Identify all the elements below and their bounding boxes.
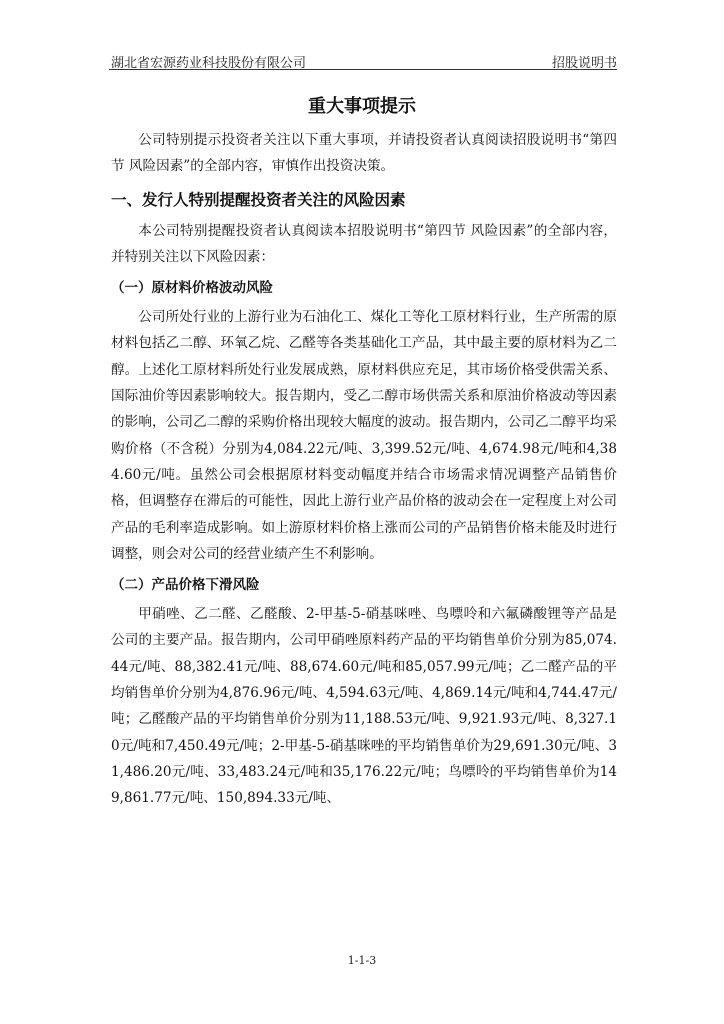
section-heading: 一、发行人特别提醒投资者关注的风险因素 <box>111 190 406 209</box>
header-company: 湖北省宏源药业科技股份有限公司 <box>111 56 307 71</box>
header-doc-type: 招股说明书 <box>551 56 617 71</box>
page-title: 重大事项提示 <box>308 96 416 117</box>
section-intro-paragraph: 本公司特别提醒投资者认真阅读本招股说明书“第四节 风险因素”的全部内容，并特别关注以下风险因素： <box>111 222 617 265</box>
header-divider <box>109 69 617 70</box>
page-header <box>111 50 617 70</box>
raw-materials-paragraph: 公司所处行业的上游行业为石油化工、煤化工等化工原材料行业，生产所需的原材料包括乙二醇、环氧乙烷、乙醛等各类基础化工产品，其中最主要的原材料为乙二醇。上述化工原材料所处行业发展成熟，原材料供应充足，其市场价格受供需关系、国际油价等因素影响较大。报告期内，受乙二醇市场供需关系和原油价格波动等因素的影响，公司乙二醇的采购价格出现较大幅度的波动。报告期内，公司乙二醇平均采购价格（不含税）分别为4,084.22元/吨、3,399.52元/吨、4,674.98元/吨和4,384.60元/吨。虽然公司会根据原材料变动幅度并结合市场需求情况调整产品销售价格，但调整存在滞后的可能性，因此上游行业产品价格的波动会在一定程度上对公司产品的毛利率造成影响。如上游原材料价格上涨而公司的产品销售价格未能及时进行调整，则会对公司的经营业绩产生不利影响。 <box>111 309 617 562</box>
subsection-heading-product-price: （二）产品价格下滑风险 <box>111 577 260 594</box>
product-price-paragraph: 甲硝唑、乙二醛、乙醛酸、2-甲基-5-硝基咪唑、鸟嘌呤和六氟磷酸锂等产品是公司的主要产品。报告期内，公司甲硝唑原料药产品的平均销售单价分别为85,074.44元/吨、88,382.41元/吨、88,674.60元/吨和85,057.99元/吨；乙二醛产品的平均销售单价分别为4,876.96元/吨、4,594.63元/吨、4,869.14元/吨和4,744.47元/吨；乙醛酸产品的平均销售单价分别为11,188.53元/吨、9,921.93元/吨、8,327.10元/吨和7,450.49元/吨；2-甲基-5-硝基咪唑的平均销售单价为29,691.30元/吨、31,486.20元/吨、33,483.24元/吨和35,176.22元/吨；鸟嘌呤的平均销售单价为149,861.77元/吨、150,894.33元/吨、 <box>111 606 617 807</box>
subsection-heading-raw-materials: （一）原材料价格波动风险 <box>111 280 273 297</box>
intro-paragraph: 公司特别提示投资者关注以下重大事项，并请投资者认真阅读招股说明书“第四节 风险因素”的全部内容，审慎作出投资决策。 <box>111 132 617 175</box>
document-body <box>111 127 617 812</box>
page-number: 1-1-3 <box>347 954 377 967</box>
